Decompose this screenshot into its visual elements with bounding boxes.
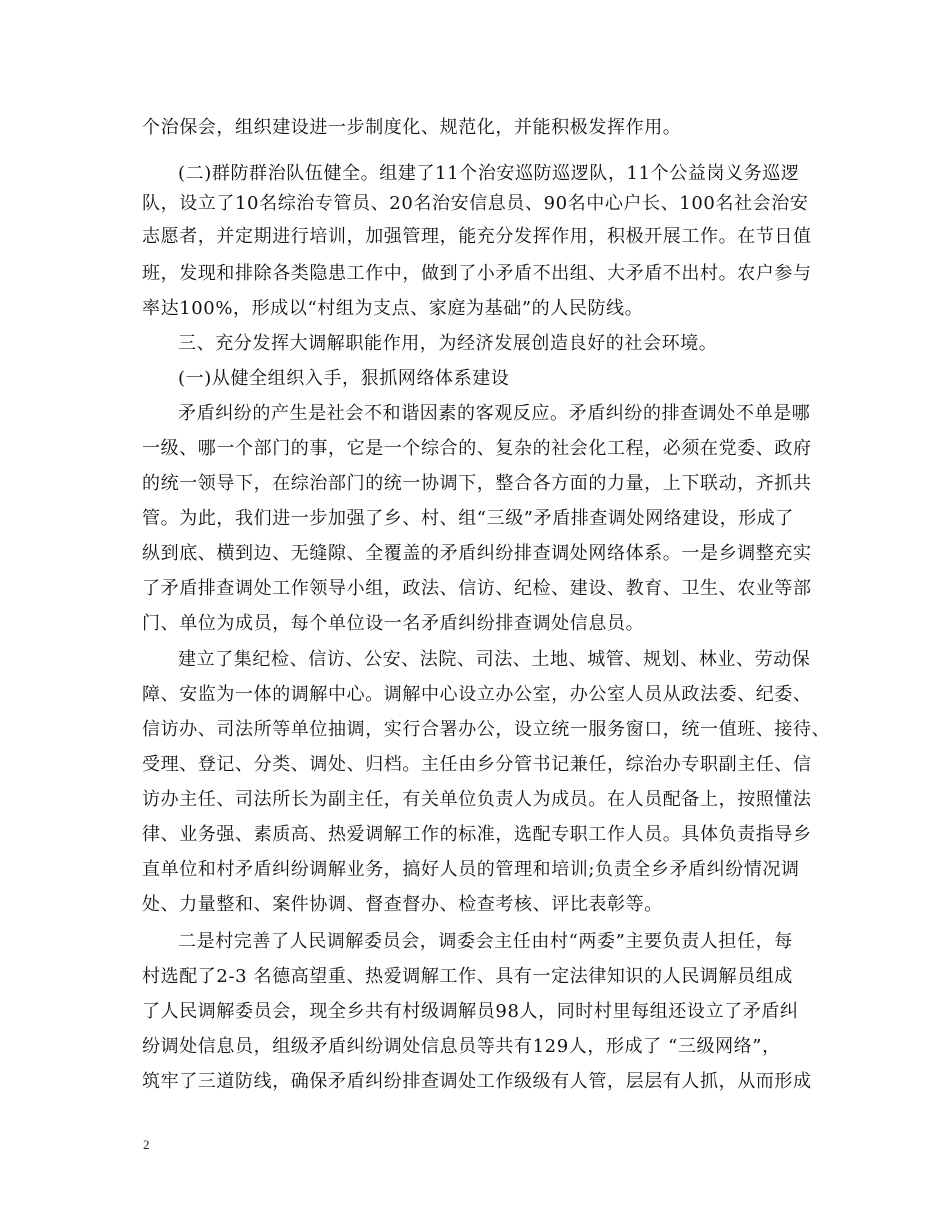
text-line: 了矛盾排查调处工作领导小组，政法、信访、纪检、建设、教育、卫生、农业等部 — [142, 578, 812, 599]
text-line: 率达100%，形成以“村组为支点、家庭为基础”的人民防线。 — [142, 298, 644, 319]
text-line: 队，设立了10名综治专管员、20名治安信息员、90名中心户长、100名社会治安 — [142, 193, 809, 214]
text-line: 了人民调解委员会，现全乡共有村级调解员98人，同时村里每组还设立了矛盾纠 — [142, 1001, 799, 1022]
text-line: 管。为此，我们进一步加强了乡、村、组“三级”矛盾排查调处网络建设，形成了 — [142, 508, 795, 529]
text-line: 纷调处信息员，组级矛盾纠纷调处信息员等共有129人，形成了 “三级网络”， — [142, 1036, 781, 1057]
text-line: 纵到底、横到边、无缝隙、全覆盖的矛盾纠纷排查调处网络体系。一是乡调整充实 — [142, 543, 812, 564]
text-line: 矛盾纠纷的产生是社会不和谐因素的客观反应。矛盾纠纷的排查调处不单是哪 — [178, 403, 811, 424]
text-line: 信访办、司法所等单位抽调，实行合署办公，设立统一服务窗口，统一值班、接待、 — [142, 719, 831, 740]
text-line: 律、业务强、素质高、热爱调解工作的标准，选配专职工作人员。具体负责指导乡 — [142, 824, 812, 845]
text-line: 志愿者，并定期进行培训，加强管理，能充分发挥作用，积极开展工作。在节日值 — [142, 226, 812, 247]
text-line: (二)群防群治队伍健全。组建了11个治安巡防巡逻队，11个公益岗义务巡逻 — [178, 163, 800, 184]
text-line: 门、单位为成员，每个单位设一名矛盾纠纷排查调处信息员。 — [142, 613, 645, 634]
text-line: 受理、登记、分类、调处、归档。主任由乡分管书记兼任，综治办专职副主任、信 — [142, 754, 812, 775]
text-line: 三、充分发挥大调解职能作用，为经济发展创造良好的社会环境。 — [178, 333, 718, 354]
text-line: 筑牢了三道防线，确保矛盾纠纷排查调处工作级级有人管，层层有人抓，从而形成 — [142, 1071, 812, 1092]
text-line: 的统一领导下，在综治部门的统一协调下，整合各方面的力量，上下联动，齐抓共 — [142, 473, 812, 494]
text-line: 处、力量整和、案件协调、督查督办、检查考核、评比表彰等。 — [142, 894, 663, 915]
text-line: 直单位和村矛盾纠纷调解业务，搞好人员的管理和培训;负责全乡矛盾纠纷情况调 — [142, 859, 800, 880]
text-line: (一)从健全组织入手，狠抓网络体系建设 — [178, 368, 510, 389]
text-line: 二是村完善了人民调解委员会，调委会主任由村“两委”主要负责人担任，每 — [178, 931, 793, 952]
text-line: 个治保会，组织建设进一步制度化、规范化，并能积极发挥作用。 — [142, 117, 682, 138]
text-line: 班，发现和排除各类隐患工作中，做到了小矛盾不出组、大矛盾不出村。农户参与 — [142, 263, 812, 284]
text-line: 访办主任、司法所长为副主任，有关单位负责人为成员。在人员配备上，按照懂法 — [142, 789, 812, 810]
text-line: 村选配了2-3 名德高望重、热爱调解工作、具有一定法律知识的人民调解员组成 — [142, 966, 793, 987]
text-line: 一级、哪一个部门的事，它是一个综合的、复杂的社会化工程，必须在党委、政府 — [142, 438, 812, 459]
text-line: 建立了集纪检、信访、公安、法院、司法、土地、城管、规划、林业、劳动保 — [178, 649, 811, 670]
page-number: 2 — [143, 1137, 150, 1152]
text-line: 障、安监为一体的调解中心。调解中心设立办公室，办公室人员从政法委、纪委、 — [142, 684, 812, 705]
